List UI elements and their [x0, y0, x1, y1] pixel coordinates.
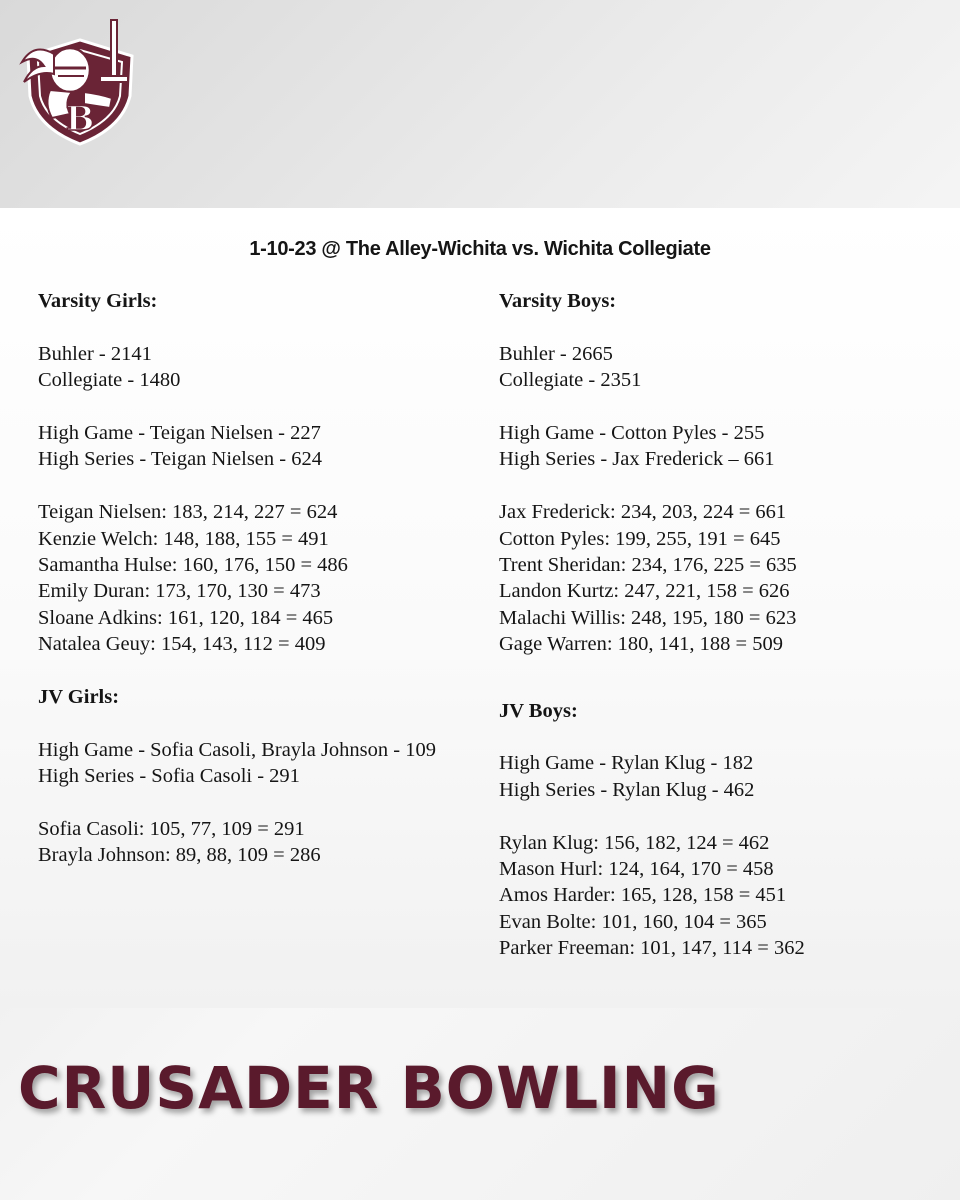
team-score: Buhler - 2141 [38, 342, 152, 365]
jv-girls-heading: JV Girls: [38, 686, 120, 709]
results-document [0, 208, 960, 1008]
player-row: Jax Frederick: 234, 203, 224 = 661 [499, 501, 787, 524]
player-row: Sofia Casoli: 105, 77, 109 = 291 [38, 818, 305, 841]
player-row: Samantha Hulse: 160, 176, 150 = 486 [38, 554, 348, 577]
player-row: Brayla Johnson: 89, 88, 109 = 286 [38, 844, 321, 867]
high-score: High Series - Rylan Klug - 462 [499, 778, 755, 801]
player-row: Kenzie Welch: 148, 188, 155 = 491 [38, 527, 329, 550]
high-score: High Game - Cotton Pyles - 255 [499, 422, 765, 444]
player-row: Emily Duran: 173, 170, 130 = 473 [38, 580, 321, 603]
girls-column [38, 288, 458, 869]
player-row: Trent Sheridan: 234, 176, 225 = 635 [499, 554, 797, 577]
player-row: Mason Hurl: 124, 164, 170 = 458 [499, 858, 774, 881]
player-row: Parker Freeman: 101, 147, 114 = 362 [499, 937, 805, 960]
player-row: Amos Harder: 165, 128, 158 = 451 [499, 884, 787, 907]
varsity-boys-heading: Varsity Boys: [499, 290, 617, 312]
team-score: Buhler - 2665 [499, 342, 613, 365]
player-row: Sloane Adkins: 161, 120, 184 = 465 [38, 606, 334, 629]
team-score: Collegiate - 2351 [499, 369, 642, 392]
player-row: Cotton Pyles: 199, 255, 191 = 645 [499, 527, 781, 550]
boys-column [499, 288, 939, 962]
player-row: Evan Bolte: 101, 160, 104 = 365 [499, 910, 767, 933]
player-row: Malachi Willis: 248, 195, 180 = 623 [499, 606, 797, 629]
crusader-knight-shield-icon [14, 18, 146, 148]
player-row: Gage Warren: 180, 141, 188 = 509 [499, 633, 783, 656]
player-row: Rylan Klug: 156, 182, 124 = 462 [499, 831, 770, 854]
player-row: Teigan Nielsen: 183, 214, 227 = 624 [38, 501, 338, 524]
doc-title: 1-10-23 @ The Alley-Wichita vs. Wichita Collegiate [249, 238, 711, 260]
varsity-girls-heading: Varsity Girls: [38, 290, 158, 312]
high-score: High Game - Sofia Casoli, Brayla Johnson - 109 [38, 738, 436, 761]
high-score: High Game - Teigan Nielsen - 227 [38, 422, 321, 444]
jv-boys-heading: JV Boys: [499, 699, 578, 722]
crusader-logo [14, 18, 146, 148]
high-score: High Series - Teigan Nielsen - 624 [38, 448, 322, 471]
high-score: High Series - Jax Frederick – 661 [499, 448, 775, 471]
high-score: High Series - Sofia Casoli - 291 [38, 765, 300, 788]
team-score: Collegiate - 1480 [38, 369, 181, 392]
player-row: Natalea Geuy: 154, 143, 112 = 409 [38, 633, 326, 656]
crusader-bowling-banner: CRUSADER BOWLING [18, 1054, 720, 1122]
logo-letter: B [65, 99, 95, 139]
player-row: Landon Kurtz: 247, 221, 158 = 626 [499, 580, 790, 603]
high-score: High Game - Rylan Klug - 182 [499, 752, 754, 775]
